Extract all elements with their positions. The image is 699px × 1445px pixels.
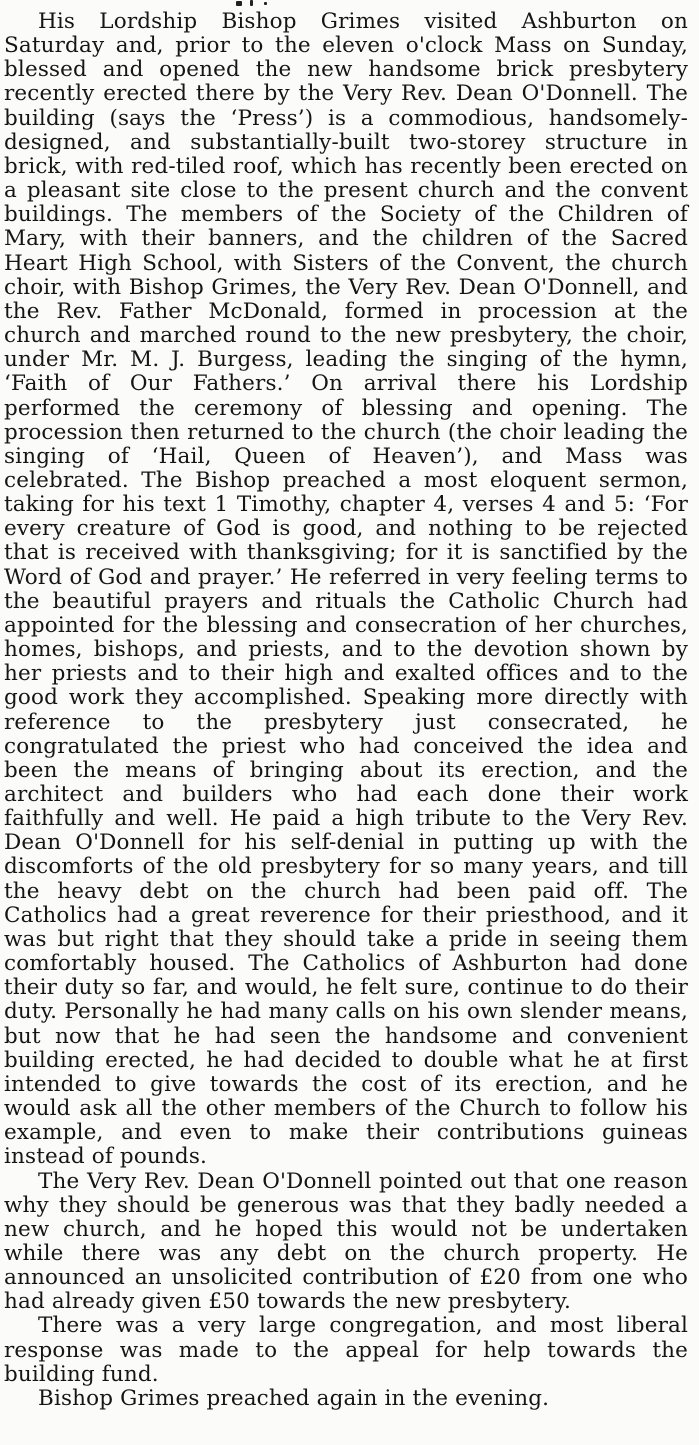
article-paragraph-1: His Lordship Bishop Grimes visited Ashburton on Saturday and, prior to the eleven o'clock Mass on Sunday, blessed and opened the new handsome brick presbytery recently erected there by the Very Rev. Dean O'Donnell. The building (says the ‘Press’) is a commodious, handsomely-designed, and substantially-built two-storey structure in brick, with red-tiled roof, which has recently been erected on a pleasant site close to the present church and the convent buildings. The members of the Society of the Children of Mary, with their banners, and the children of the Sacred Heart High School, with Sisters of the Convent, the church choir, with Bishop Grimes, the Very Rev. Dean O'Donnell, and the Rev. Father McDonald, formed in procession at the church and marched round to the new presbytery, the choir, under Mr. M. J. Burgess, leading the singing of the hymn, ‘Faith of Our Fathers.’ On arrival there his Lordship performed the ceremony of blessing and opening. The procession then returned to the church (the choir leading the singing of ‘Hail, Queen of Heaven’), and Mass was celebrated. The Bishop preached a most eloquent sermon, taking for his text 1 Timothy, chapter 4, verses 4 and 5: ‘For every creature of God is good, and nothing to be rejected that is received with thanksgiving; for it is sanctified by the Word of God and prayer.’ He referred in very feeling terms to the beautiful prayers and rituals the Catholic Church had appointed for the blessing and consecration of her churches, homes, bishops, and priests, and to the devotion shown by her priests and to their high and exalted offices and to the good work they accomplished. Speaking more directly with reference to the presbytery just consecrated, he congratulated the priest who had conceived the idea and been the means of bringing about its erection, and the architect and builders who had each done their work faithfully and well. He paid a high tribute to the Very Rev. Dean O'Donnell for his self-denial in putting up with the discomforts of the old presbytery for so many years, and till the heavy debt on the church had been paid off. The Catholics had a great reverence for their priesthood, and it was but right that they should take a pride in seeing them comfortably housed. The Catholics of Ashburton had done their duty so far, and would, he felt sure, continue to do their duty. Personally he had many calls on his own slender means, but now that he had seen the handsome and convenient building erected, he had decided to double what he at first intended to give towards the cost of its erection, and he would ask all the other members of the Church to follow his example, and even to make their contributions guineas instead of pounds. — [4, 9, 688, 1170]
article-paragraph-3: There was a very large congregation, and most liberal response was made to the appeal for help towards the building fund. — [4, 1313, 688, 1387]
article-column — [4, 10, 688, 1411]
print-speck — [236, 1, 242, 6]
print-speck — [264, 2, 267, 5]
article-paragraph-2: The Very Rev. Dean O'Donnell pointed out that one reason why they should be generous was that they badly needed a new church, and he hoped this would not be undertaken while there was any debt on the church property. He announced an unsolicited contribution of £20 from one who had already given £50 towards the new presbytery. — [4, 1168, 688, 1315]
print-speck — [250, 0, 253, 6]
article-paragraph-4: Bishop Grimes preached again in the evening. — [38, 1385, 550, 1411]
